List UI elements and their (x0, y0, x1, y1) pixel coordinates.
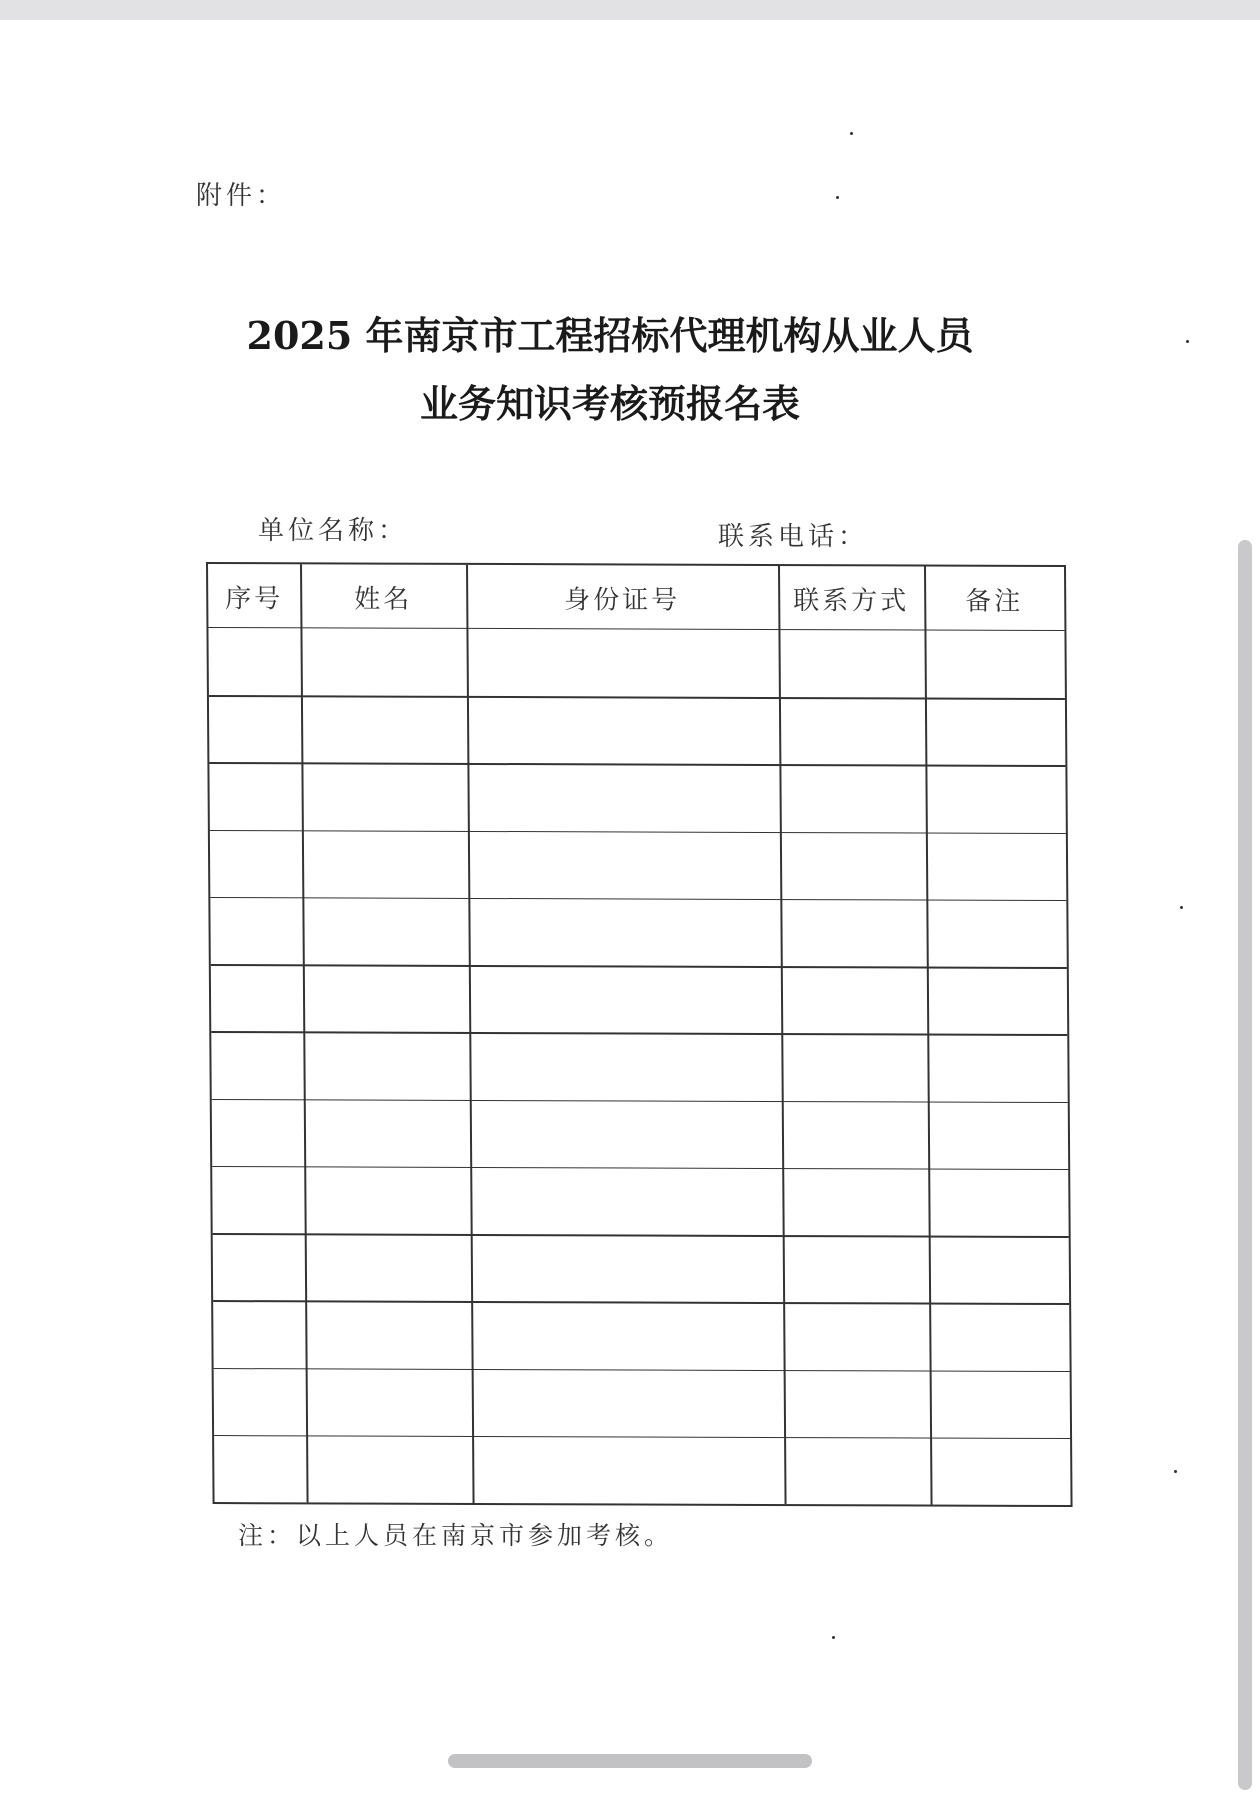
header-name: 姓名 (354, 584, 413, 615)
form-title (200, 302, 1020, 438)
attachment-label: 附件： (196, 181, 287, 211)
scan-speck (832, 1636, 835, 1639)
registration-table (206, 562, 1073, 1507)
table-row-divider (214, 1368, 1070, 1372)
table-row-divider (209, 695, 1065, 699)
table-row-divider (212, 1099, 1068, 1103)
table-row-divider (213, 1300, 1069, 1304)
table-row-divider (211, 964, 1067, 968)
top-strip (0, 0, 1260, 20)
column-divider (300, 564, 308, 1502)
scan-speck (850, 132, 853, 135)
scrollbar[interactable] (1238, 540, 1252, 1790)
header-serial-number: 序号 (225, 583, 284, 614)
header-id-number: 身份证号 (564, 584, 681, 616)
contact-phone-label: 联系电话： (718, 522, 869, 552)
column-divider (924, 567, 932, 1505)
scan-speck (1174, 1470, 1177, 1473)
table-row-divider (209, 762, 1065, 766)
header-contact-method: 联系方式 (793, 585, 910, 616)
table-header-row (208, 564, 1064, 631)
table-row-divider (210, 897, 1066, 901)
footnote: 注：以上人员在南京市参加考核。 (238, 1521, 674, 1550)
table-row-divider (212, 1166, 1068, 1170)
column-divider (778, 566, 786, 1504)
scan-speck (836, 196, 839, 199)
header-remarks: 备注 (965, 586, 1024, 617)
table-row-divider (210, 830, 1066, 834)
form-title-line-2: 业务知识考核预报名表 (419, 381, 800, 426)
unit-name-label: 单位名称： (258, 516, 409, 546)
scan-speck (1186, 340, 1189, 343)
table-row-divider (211, 1031, 1067, 1035)
table-row-divider (214, 1435, 1070, 1439)
column-divider (466, 565, 474, 1503)
form-title-line-1: 2025 年南京市工程招标代理机构从业人员 (246, 313, 974, 358)
home-indicator[interactable] (448, 1754, 812, 1768)
table-row-divider (213, 1233, 1069, 1237)
scan-speck (1180, 906, 1183, 909)
